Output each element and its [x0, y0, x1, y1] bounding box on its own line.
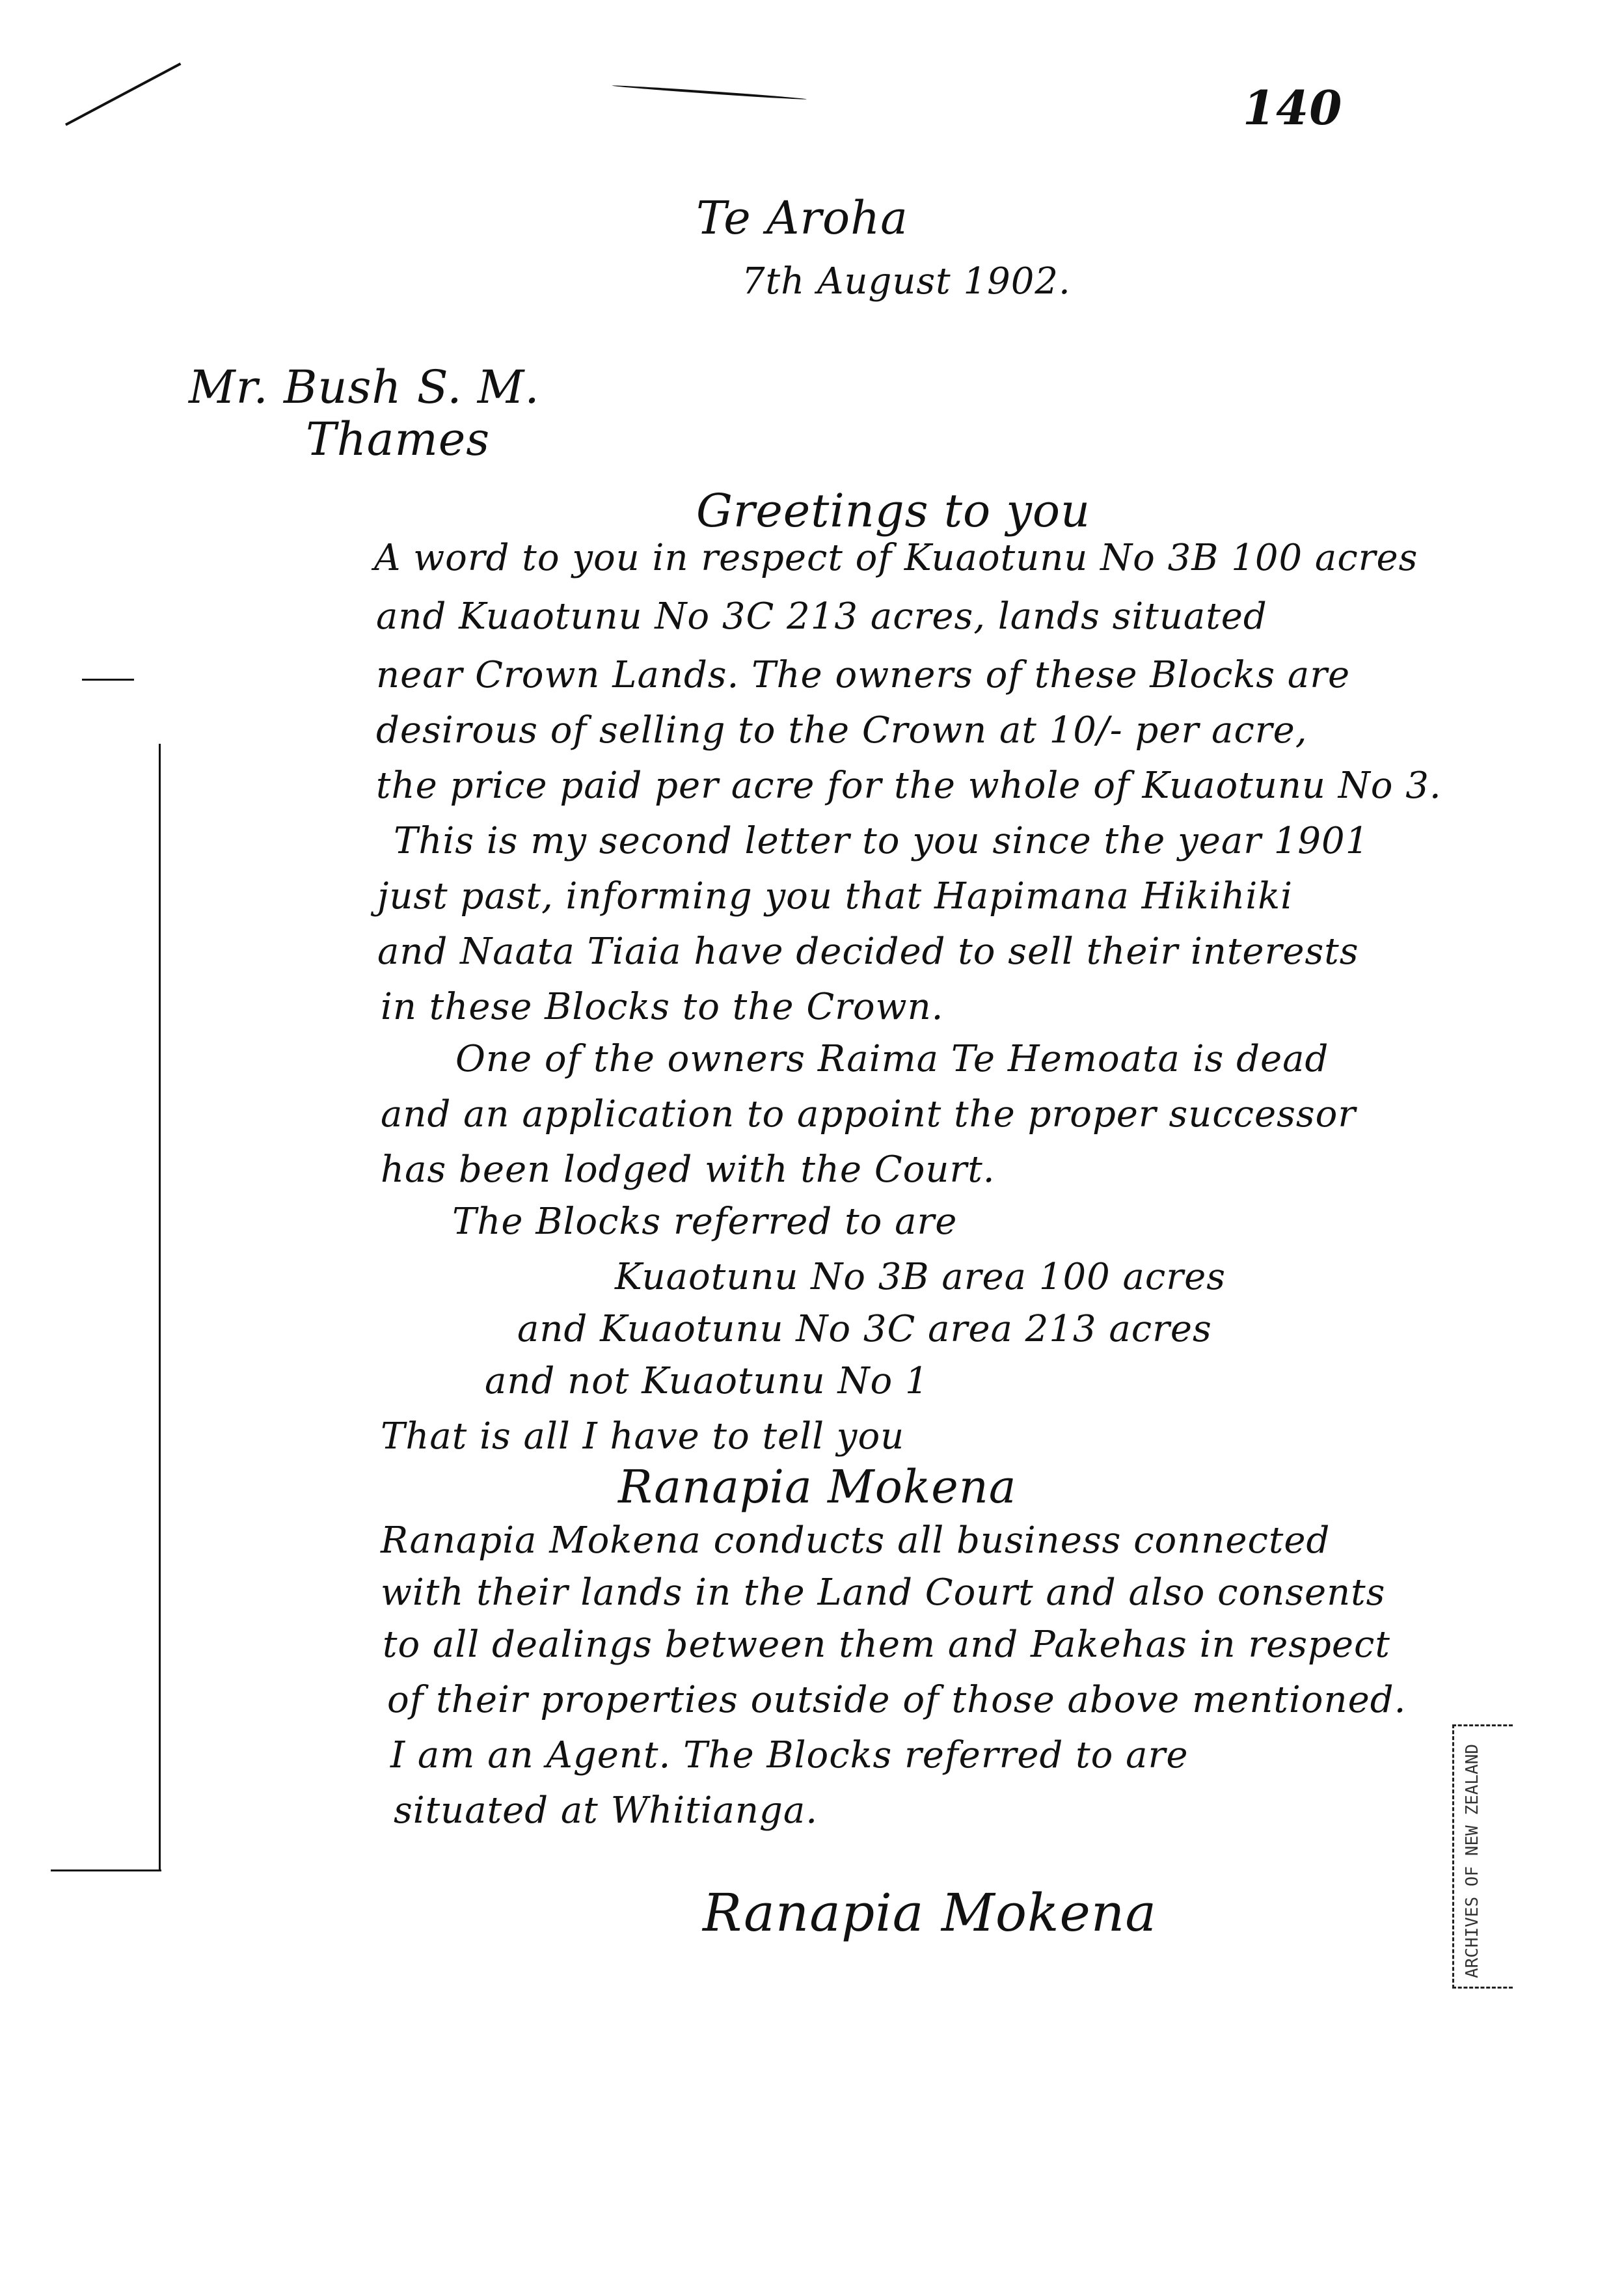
closing-signature: Ranapia Mokena: [703, 1883, 1157, 1943]
margin-line: [159, 744, 161, 1869]
scan-mark: [82, 679, 134, 681]
body-line: desirous of selling to the Crown at 10/- per acre,: [376, 709, 1308, 752]
inline-signature: Ranapia Mokena: [618, 1460, 1017, 1514]
archive-stamp-text: ARCHIVES OF NEW ZEALAND: [1463, 1743, 1482, 1978]
body-line: and an application to appoint the proper successor: [381, 1093, 1357, 1135]
letter-date: 7th August 1902.: [742, 260, 1071, 303]
body-line: One of the owners Raima Te Hemoata is dead: [455, 1038, 1329, 1080]
body-line: situated at Whitianga.: [394, 1789, 819, 1832]
addressee-line-1: Mr. Bush S. M.: [189, 360, 540, 414]
addressee-line-2: Thames: [306, 413, 491, 466]
body-line: I am an Agent. The Blocks referred to are: [390, 1734, 1189, 1776]
scan-mark: [612, 85, 807, 101]
body-line: This is my second letter to you since the year 1901: [394, 820, 1370, 862]
body-line: Ranapia Mokena conducts all business connected: [381, 1519, 1331, 1562]
body-line: Kuaotunu No 3B area 100 acres: [615, 1256, 1226, 1298]
body-line: just past, informing you that Hapimana Hikihiki: [377, 875, 1293, 918]
body-line: of their properties outside of those above mentioned.: [387, 1679, 1407, 1721]
scan-mark: [51, 1869, 161, 1871]
body-line: The Blocks referred to are: [452, 1201, 958, 1243]
page-number: 140: [1243, 80, 1343, 135]
greeting: Greetings to you: [696, 484, 1091, 537]
body-line: That is all I have to tell you: [381, 1415, 905, 1458]
body-line: with their lands in the Land Court and also consents: [381, 1571, 1386, 1614]
body-line: to all dealings between them and Pakehas in respect: [383, 1624, 1390, 1666]
body-line: and Kuaotunu No 3C 213 acres, lands situated: [376, 595, 1267, 638]
body-line: A word to you in respect of Kuaotunu No 3B 100 acres: [374, 537, 1418, 579]
scan-mark: [65, 62, 181, 126]
letter-place: Te Aroha: [696, 191, 908, 245]
body-line: has been lodged with the Court.: [381, 1149, 995, 1191]
body-line: near Crown Lands. The owners of these Blocks are: [376, 654, 1351, 696]
body-line: in these Blocks to the Crown.: [381, 986, 944, 1028]
body-line: the price paid per acre for the whole of Kuaotunu No 3.: [376, 765, 1442, 807]
body-line: and Naata Tiaia have decided to sell their interests: [377, 931, 1359, 973]
archive-stamp: [1452, 1724, 1513, 1989]
body-line: and Kuaotunu No 3C area 213 acres: [517, 1308, 1212, 1350]
body-line: and not Kuaotunu No 1: [485, 1360, 929, 1402]
